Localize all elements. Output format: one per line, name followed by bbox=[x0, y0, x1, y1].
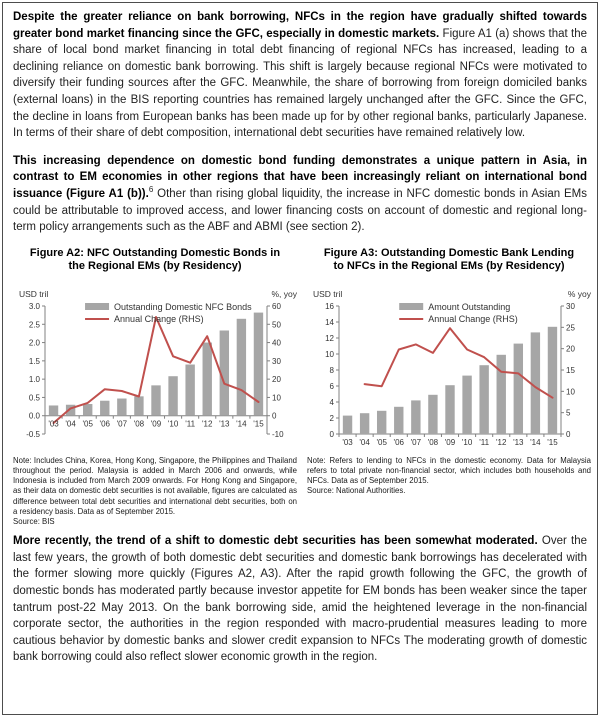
svg-text:3.0: 3.0 bbox=[28, 301, 40, 311]
page-border-frame bbox=[2, 2, 598, 715]
svg-text:10: 10 bbox=[566, 387, 575, 397]
svg-text:'04: '04 bbox=[65, 419, 76, 429]
svg-text:25: 25 bbox=[566, 323, 575, 333]
svg-text:0: 0 bbox=[272, 411, 277, 421]
bar-swatch-icon bbox=[399, 303, 423, 310]
figure-a3-chart-area bbox=[307, 289, 591, 453]
legend-label: Outstanding Domestic NFC Bonds bbox=[114, 301, 252, 312]
svg-text:'15: '15 bbox=[253, 419, 264, 429]
left-axis-unit-label: USD tril bbox=[313, 288, 343, 299]
svg-text:'14: '14 bbox=[530, 437, 541, 447]
svg-text:'11: '11 bbox=[479, 437, 490, 447]
svg-text:30: 30 bbox=[272, 356, 281, 366]
paragraph-body-text: Other than rising global liquidity, the increase in NFC domestic bonds in Asian EMs could be attributable to improved access, and lower financing costs on account of domestic and regional long-term policy arrangements such as the ABF and ABMI (see section 2). bbox=[13, 187, 588, 234]
figure-a3-note: Note: Refers to lending to NFCs in the domestic economy. Data for Malaysia refers to total private non-financial sector, which includes both households and NFCs. Data as of September 2015. bbox=[307, 455, 591, 486]
svg-text:6: 6 bbox=[329, 381, 334, 391]
svg-text:'05: '05 bbox=[82, 419, 93, 429]
svg-text:'14: '14 bbox=[236, 419, 247, 429]
bar-swatch-icon bbox=[85, 303, 109, 310]
svg-text:'06: '06 bbox=[99, 419, 110, 429]
svg-text:'07: '07 bbox=[116, 419, 128, 429]
figure-a2-source: Source: BIS bbox=[13, 516, 55, 526]
svg-text:'09: '09 bbox=[444, 437, 456, 447]
svg-text:0: 0 bbox=[329, 429, 334, 439]
svg-text:30: 30 bbox=[566, 301, 575, 311]
svg-text:-0.5: -0.5 bbox=[26, 429, 40, 439]
svg-text:'06: '06 bbox=[393, 437, 404, 447]
svg-text:60: 60 bbox=[272, 301, 281, 311]
svg-text:'07: '07 bbox=[410, 437, 422, 447]
right-axis-unit-label: % yoy bbox=[567, 288, 591, 299]
figure-a2-axis-units bbox=[13, 289, 297, 300]
legend-label: Annual Change (RHS) bbox=[114, 313, 204, 324]
svg-text:'13: '13 bbox=[513, 437, 524, 447]
svg-text:14: 14 bbox=[325, 317, 334, 327]
svg-text:50: 50 bbox=[272, 320, 281, 330]
svg-text:2: 2 bbox=[329, 413, 334, 423]
line-swatch-icon bbox=[85, 318, 109, 320]
svg-text:'15: '15 bbox=[547, 437, 558, 447]
figure-a3 bbox=[307, 247, 591, 497]
svg-text:-10: -10 bbox=[272, 429, 284, 439]
svg-text:'03: '03 bbox=[48, 419, 59, 429]
legend-label: Amount Outstanding bbox=[428, 301, 511, 312]
figure-a2-legend bbox=[85, 301, 252, 325]
legend-entry-bars bbox=[85, 301, 252, 313]
svg-text:'12: '12 bbox=[496, 437, 507, 447]
figure-a3-legend bbox=[399, 301, 518, 325]
legend-entry-line bbox=[85, 313, 252, 325]
line-swatch-icon bbox=[399, 318, 423, 320]
paragraph-body-text: Figure A1 (a) shows that the share of local bond market financing in total debt financing of regional NFCs has increased, leading to a declining reliance on domestic bank borrowing. This shift is largely because regional NFCs were motivated to diversify their funding sources after the GFC. Meanwhile, the share of borrowing from foreign domiciled banks (external loans) in the BIS reporting countries has remained largely unchanged after the GFC. Since the GFC, the decline in loans from European banks has been made up for by other regional banks, particularly Japanese. In terms of their share of debt composition, international debt securities have remained relatively low. bbox=[13, 27, 587, 140]
svg-text:'11: '11 bbox=[185, 419, 196, 429]
figure-a3-source: Source: National Authorities. bbox=[307, 486, 406, 496]
svg-text:'08: '08 bbox=[427, 437, 439, 447]
svg-text:40: 40 bbox=[272, 338, 281, 348]
svg-text:'09: '09 bbox=[150, 419, 162, 429]
svg-text:5: 5 bbox=[566, 408, 571, 418]
svg-text:10: 10 bbox=[325, 349, 334, 359]
svg-text:0.5: 0.5 bbox=[28, 393, 40, 403]
svg-text:1.5: 1.5 bbox=[28, 356, 40, 366]
svg-text:4: 4 bbox=[329, 397, 334, 407]
left-axis-unit-label: USD tril bbox=[19, 288, 49, 299]
svg-text:'03: '03 bbox=[342, 437, 353, 447]
paragraph-domestic-bond-funding bbox=[13, 153, 587, 236]
legend-entry-line bbox=[399, 313, 518, 325]
svg-text:1.0: 1.0 bbox=[28, 374, 40, 384]
svg-text:'10: '10 bbox=[167, 419, 179, 429]
figure-a3-axis-units bbox=[307, 289, 591, 300]
svg-text:16: 16 bbox=[325, 301, 334, 311]
right-axis-unit-label: %, yoy bbox=[271, 288, 297, 299]
figure-a3-title: Figure A3: Outstanding Domestic Bank Lending to NFCs in the Regional EMs (by Residency) bbox=[323, 246, 575, 273]
svg-text:2.5: 2.5 bbox=[28, 320, 40, 330]
svg-text:'12: '12 bbox=[202, 419, 213, 429]
svg-text:20: 20 bbox=[272, 374, 281, 384]
svg-text:20: 20 bbox=[566, 344, 575, 354]
svg-text:2.0: 2.0 bbox=[28, 338, 40, 348]
svg-text:8: 8 bbox=[329, 365, 334, 375]
svg-text:'04: '04 bbox=[359, 437, 370, 447]
figure-a2-chart-area bbox=[13, 289, 297, 453]
paragraph-lead-bold: More recently, the trend of a shift to domestic debt securities has been somewhat moderated. bbox=[13, 535, 538, 548]
footnote-reference: 6 bbox=[148, 185, 154, 195]
svg-text:10: 10 bbox=[272, 393, 281, 403]
paragraph-trend-moderated bbox=[13, 533, 587, 666]
legend-label: Annual Change (RHS) bbox=[428, 313, 518, 324]
figure-a2 bbox=[13, 247, 297, 527]
svg-text:'10: '10 bbox=[461, 437, 473, 447]
figure-a2-note: Note: Includes China, Korea, Hong Kong, Singapore, the Philippines and Thailand throughout the period. Malaysia is added in March 2006 and onwards, while Indonesia is included from March 2009 onwards. For Hong Kong and Singapore, as their data on domestic debt securities is not available, figures are calculated as difference between total debt securities and international debt securities, both on a residency basis. Data as of September 2015. bbox=[13, 455, 297, 516]
svg-text:12: 12 bbox=[325, 333, 334, 343]
svg-text:'13: '13 bbox=[219, 419, 230, 429]
legend-entry-bars bbox=[399, 301, 518, 313]
paragraph-lead-bold: This increasing dependence on domestic bond funding demonstrates a unique pattern in Asia, in contrast to EM economies in other regions that have been increasingly reliant on international bond issuance (Figure A1 (b)). bbox=[13, 154, 587, 200]
paragraph-lead-bold: Despite the greater reliance on bank borrowing, NFCs in the region have gradually shifted towards greater bond market financing since the GFC, especially in domestic markets. bbox=[13, 11, 587, 40]
paragraph-bank-borrowing bbox=[13, 9, 587, 142]
svg-text:'05: '05 bbox=[376, 437, 387, 447]
svg-text:'08: '08 bbox=[133, 419, 145, 429]
svg-text:15: 15 bbox=[566, 365, 575, 375]
figure-a2-title: Figure A2: NFC Outstanding Domestic Bonds in the Regional EMs (by Residency) bbox=[29, 246, 281, 273]
figures-row bbox=[13, 246, 591, 527]
svg-text:0: 0 bbox=[566, 429, 571, 439]
svg-text:0.0: 0.0 bbox=[28, 411, 40, 421]
paragraph-body-text: Over the last few years, the growth of both domestic debt securities and domestic bank borrowings has decelerated with the former slowing more quickly (Figures A2, A3). After the rapid growth following the GFC, the growth of domestic bonds has moderated partly because investor appetite for EM bonds has been weaker since the taper tantrum post-22 May 2013. On the bank borrowing side, amid the heightened leverage in the non-financial corporate sector, the authorities in the region responded with macro-prudential measures leading to more cautious behavior by domestic banks and slower credit expansion to NFCs The moderating growth of domestic bank borrowing could also reflect slower economic growth in the region. bbox=[13, 535, 587, 664]
